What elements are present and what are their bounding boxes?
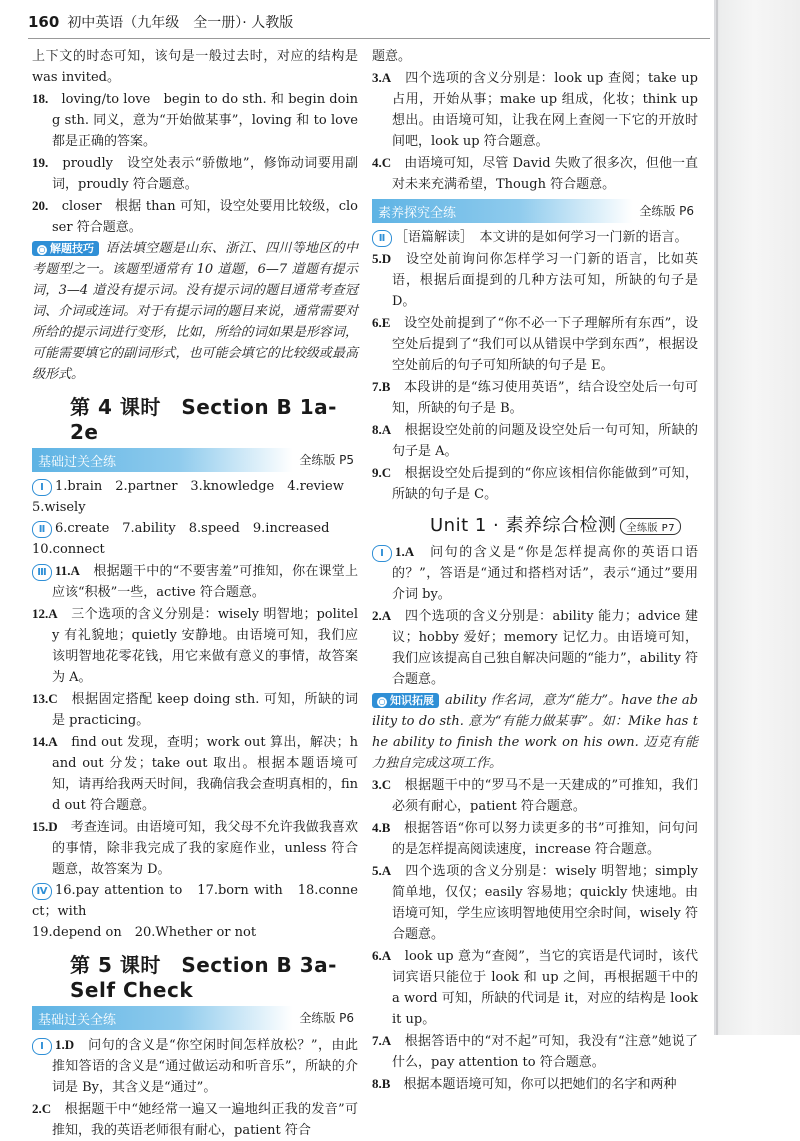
answer-item — [32, 195, 358, 238]
tip-heading — [32, 241, 99, 256]
answer-item — [372, 67, 698, 152]
answer-text: 10.connect — [32, 542, 105, 557]
section-number-badge: Ⅰ — [32, 479, 52, 496]
right-column — [372, 46, 698, 1095]
answer-item — [372, 605, 698, 690]
section-number-badge: Ⅲ — [32, 564, 52, 581]
answer-line — [32, 880, 358, 922]
answer-item — [372, 312, 698, 376]
answer-number: 8.A — [372, 422, 392, 437]
answer-item — [372, 376, 698, 419]
answer-item — [372, 817, 698, 860]
answer-number: 2.C — [32, 1101, 52, 1116]
answer-number: 1.D — [55, 1037, 75, 1052]
answer-number: 7.B — [372, 379, 391, 394]
answer-number: 14.A — [32, 734, 58, 749]
answer-line — [32, 497, 358, 518]
page-edge-shadow — [714, 0, 800, 1035]
answer-number: 15.D — [32, 819, 58, 834]
answer-text: 四个选项的含义分别是：wisely 明智地；simply 简单地，仅仅；easily 容易地；quickly 快速地。由语境可知，学生应该明智地使用空余时间，wisely 符合题意。 — [392, 864, 698, 942]
answer-text: 三个选项的含义分别是：wisely 明智地；politely 有礼貌地；quietly 安静地。由语境可知，我们应该明智地花零花钱，用它来做有意义的事情，故答案为 A。 — [52, 607, 358, 685]
answer-line — [32, 476, 358, 497]
answer-text: look up 意为“查阅”，当它的宾语是代词时，该代词宾语只能位于 look 和 up 之间，再根据题干中的 a word 可知，所缺的代词是 it，对应的结构是 look it up。 — [392, 949, 698, 1027]
answer-item — [32, 152, 358, 195]
answer-line — [32, 539, 358, 560]
answer-number: 18. — [32, 91, 49, 106]
tip-heading — [372, 693, 439, 708]
answer-number: 1.A — [395, 544, 415, 559]
answer-item — [32, 88, 358, 152]
answer-item — [32, 1098, 358, 1141]
section-number-badge: Ⅳ — [32, 883, 52, 900]
answer-text: 本段讲的是“练习使用英语”，结合设空处后一句可知，所缺的句子是 B。 — [392, 380, 698, 416]
answer-number: 4.C — [372, 155, 392, 170]
answer-line — [32, 922, 358, 943]
section-bar — [32, 448, 358, 472]
section-bar — [372, 199, 698, 223]
section-bar-label: 基础过关全练 — [38, 455, 117, 470]
tip-text: ability 作名词，意为“能力”。have the ability to do sth. 意为“有能力做某事”。如：Mike has the ability to finish the work on his own. 迈克有能力独自完成这项工作。 — [372, 693, 698, 771]
answer-text: 19.depend on 20.Whether or not — [32, 925, 257, 940]
answer-text: 根据题干中“她经常一遍又一遍地纠正我的发音”可推知，我的英语老师很有耐心，patient 符合 — [52, 1102, 358, 1138]
answer-text: 由语境可知，尽管 David 失败了很多次，但他一直对未来充满希望，Though 符合题意。 — [392, 156, 698, 192]
section-number-badge: Ⅱ — [32, 521, 52, 538]
section-bar-ref: 全练版 P5 — [299, 453, 354, 467]
answer-text: 四个选项的含义分别是：ability 能力；advice 建议；hobby 爱好；memory 记忆力。由语境可知，我们应该提高自己独自解决问题的“能力”，ability 符合题意。 — [392, 609, 698, 687]
section-number-badge: Ⅰ — [372, 545, 392, 562]
page-edge-line — [716, 0, 718, 1035]
tip-box — [32, 238, 358, 385]
lightbulb-icon: ○ — [378, 697, 386, 706]
answer-text: 问句的含义是“你空闲时间怎样放松？”，由此推知答语的含义是“通过做运动和听音乐”，所缺的介词是 By，其含义是“通过”。 — [52, 1038, 358, 1095]
answer-item — [32, 688, 358, 731]
answer-text: 四个选项的含义分别是：look up 查阅；take up 占用，开始从事；make up 组成，化妆；think up 想出。由语境可知，让我在网上查阅一下它的开放时间吧，look up 符合题意。 — [392, 71, 698, 149]
answer-number: 2.A — [372, 608, 392, 623]
answer-number: 4.B — [372, 820, 391, 835]
answer-text: 根据本题语境可知，你可以把她们的名字和两种 — [403, 1077, 677, 1092]
answer-text: 根据答语“你可以努力读更多的书”可推知，问句问的是怎样提高阅读速度，increase 符合题意。 — [392, 821, 698, 857]
answer-number: 12.A — [32, 606, 58, 621]
answer-text: 设空处前提到了“你不必一下子理解所有东西”，设空处后提到了“我们可以从错误中学到东西”，根据设空处前后的句子可知所缺的句子是 E。 — [392, 316, 698, 373]
answer-number: 13.C — [32, 691, 58, 706]
section-number-badge: Ⅰ — [32, 1038, 52, 1055]
section-bar-label: 素养探究全练 — [378, 206, 457, 221]
reading-summary — [372, 227, 698, 248]
answer-number: 3.A — [372, 70, 392, 85]
unit-tag: 全练版 P7 — [620, 518, 681, 535]
answer-number: 11.A — [55, 563, 80, 578]
answer-item — [32, 816, 358, 880]
answer-text: 5.wisely — [32, 500, 86, 515]
answer-text: 考查连词。由语境可知，我父母不允许我做我喜欢的事情，除非我完成了我的家庭作业，unless 符合题意，故答案为 D。 — [52, 820, 358, 877]
answer-item — [372, 774, 698, 817]
header-rule — [28, 38, 710, 39]
lightbulb-icon: ○ — [38, 245, 46, 254]
left-column — [32, 46, 358, 1141]
answer-item — [372, 1030, 698, 1073]
answer-number: 9.C — [372, 465, 392, 480]
answer-number: 6.A — [372, 948, 392, 963]
answer-text: 根据题干中的“不要害羞”可推知，你在课堂上应该“积极”一些，active 符合题意。 — [52, 564, 358, 600]
answer-text: loving/to love begin to do sth. 和 begin doing sth. 同义，意为“开始做某事”，loving 和 to love 都是正确的答案。 — [52, 92, 358, 149]
answer-text: proudly 设空处表示“骄傲地”，修饰动词要用副词，proudly 符合题意。 — [52, 156, 358, 192]
answer-number: 8.B — [372, 1076, 391, 1091]
answer-number: 19. — [32, 155, 49, 170]
answer-number: 7.A — [372, 1033, 392, 1048]
continued-text: 题意。 — [372, 49, 412, 64]
answer-line — [32, 518, 358, 539]
answer-number: 6.E — [372, 315, 391, 330]
answer-text: 16.pay attention to 17.born with 18.connect；with — [32, 883, 358, 919]
answer-item — [372, 945, 698, 1030]
tip-box — [372, 690, 698, 774]
answer-number: 20. — [32, 198, 49, 213]
section-number-badge: Ⅱ — [372, 230, 392, 247]
answer-text: find out 发现，查明；work out 算出，解决；hand out 分发；take out 取出。根据本题语境可知，请再给我两天时间，我确信我会查明真相的，find out 符合题意。 — [52, 735, 358, 813]
answer-item — [32, 1034, 358, 1098]
answer-number: 5.A — [372, 863, 392, 878]
answer-text: 根据答语中的“对不起”可知，我没有“注意”她说了什么，pay attention to 符合题意。 — [392, 1034, 698, 1070]
tip-heading-text: 解题技巧 — [50, 242, 94, 255]
section-bar-label: 基础过关全练 — [38, 1013, 117, 1028]
answer-text: 6.create 7.ability 8.speed 9.increased — [55, 521, 330, 536]
lesson-title: 第 5 课时 Section B 3a-Self Check — [70, 953, 337, 1002]
reading-text: 本文讲的是如何学习一门新的语言。 — [479, 230, 688, 245]
answer-text: 根据题干中的“罗马不是一天建成的”可推知，我们必须有耐心，patient 符合题意。 — [392, 778, 698, 814]
section-bar-ref: 全练版 P6 — [639, 204, 694, 218]
section-bar — [32, 1006, 358, 1030]
unit-title — [430, 511, 698, 537]
intro-text: 上下文的时态可知，该句是一般过去时，对应的结构是 was invited。 — [32, 49, 358, 85]
answer-item — [32, 603, 358, 688]
section-bar-ref: 全练版 P6 — [299, 1011, 354, 1025]
answer-item — [372, 152, 698, 195]
answer-number: 5.D — [372, 251, 392, 266]
answer-text: 根据设空处后提到的“你应该相信你能做到”可知，所缺的句子是 C。 — [392, 466, 698, 502]
answer-number: 3.C — [372, 777, 392, 792]
answer-text: closer 根据 than 可知，设空处要用比较级，closer 符合题意。 — [52, 199, 358, 235]
answer-item — [372, 462, 698, 505]
answer-item — [372, 541, 698, 605]
answer-item — [372, 248, 698, 312]
answer-item — [372, 419, 698, 462]
answer-item — [32, 560, 358, 603]
lesson-title: 第 4 课时 Section B 1a-2e — [70, 395, 337, 444]
answer-item — [372, 1073, 698, 1095]
unit-title-text: Unit 1 · 素养综合检测 — [430, 515, 617, 536]
answer-text: 设空处前询问你怎样学习一门新的语言，比如英语，根据后面提到的几种方法可知，所缺的句子是 D。 — [392, 252, 698, 309]
answer-text: 问句的含义是“你是怎样提高你的英语口语的？”，答语是“通过和搭档对话”，表示“通过”要用介词 by。 — [392, 545, 698, 602]
answer-text: 根据固定搭配 keep doing sth. 可知，所缺的词是 practicing。 — [52, 692, 358, 728]
answer-item — [372, 860, 698, 945]
page-number: 160 — [28, 13, 60, 31]
book-title: 初中英语（九年级 全一册）· 人教版 — [67, 15, 294, 31]
tip-text: 语法填空题是山东、浙江、四川等地区的中考题型之一。该题型通常有 10 道题，6—7 道题有提示词，3—4 道没有提示词。没有提示词的题目通常考查冠词、介词或连词。对于有提示词的题目来说，通常需要对所给的提示词进行变形，比如，所给的词如果是形容词，可能需要填它的副词形式，也可能会填它的比较级或最高级形式。 — [32, 241, 358, 382]
reading-heading: ［语篇解读］ — [395, 230, 467, 245]
tip-heading-text: 知识拓展 — [390, 694, 434, 707]
answer-text: 1.brain 2.partner 3.knowledge 4.review — [55, 479, 344, 494]
page-header — [28, 12, 293, 38]
answer-text: 根据设空处前的问题及设空处后一句可知，所缺的句子是 A。 — [392, 423, 698, 459]
answer-item — [32, 731, 358, 816]
